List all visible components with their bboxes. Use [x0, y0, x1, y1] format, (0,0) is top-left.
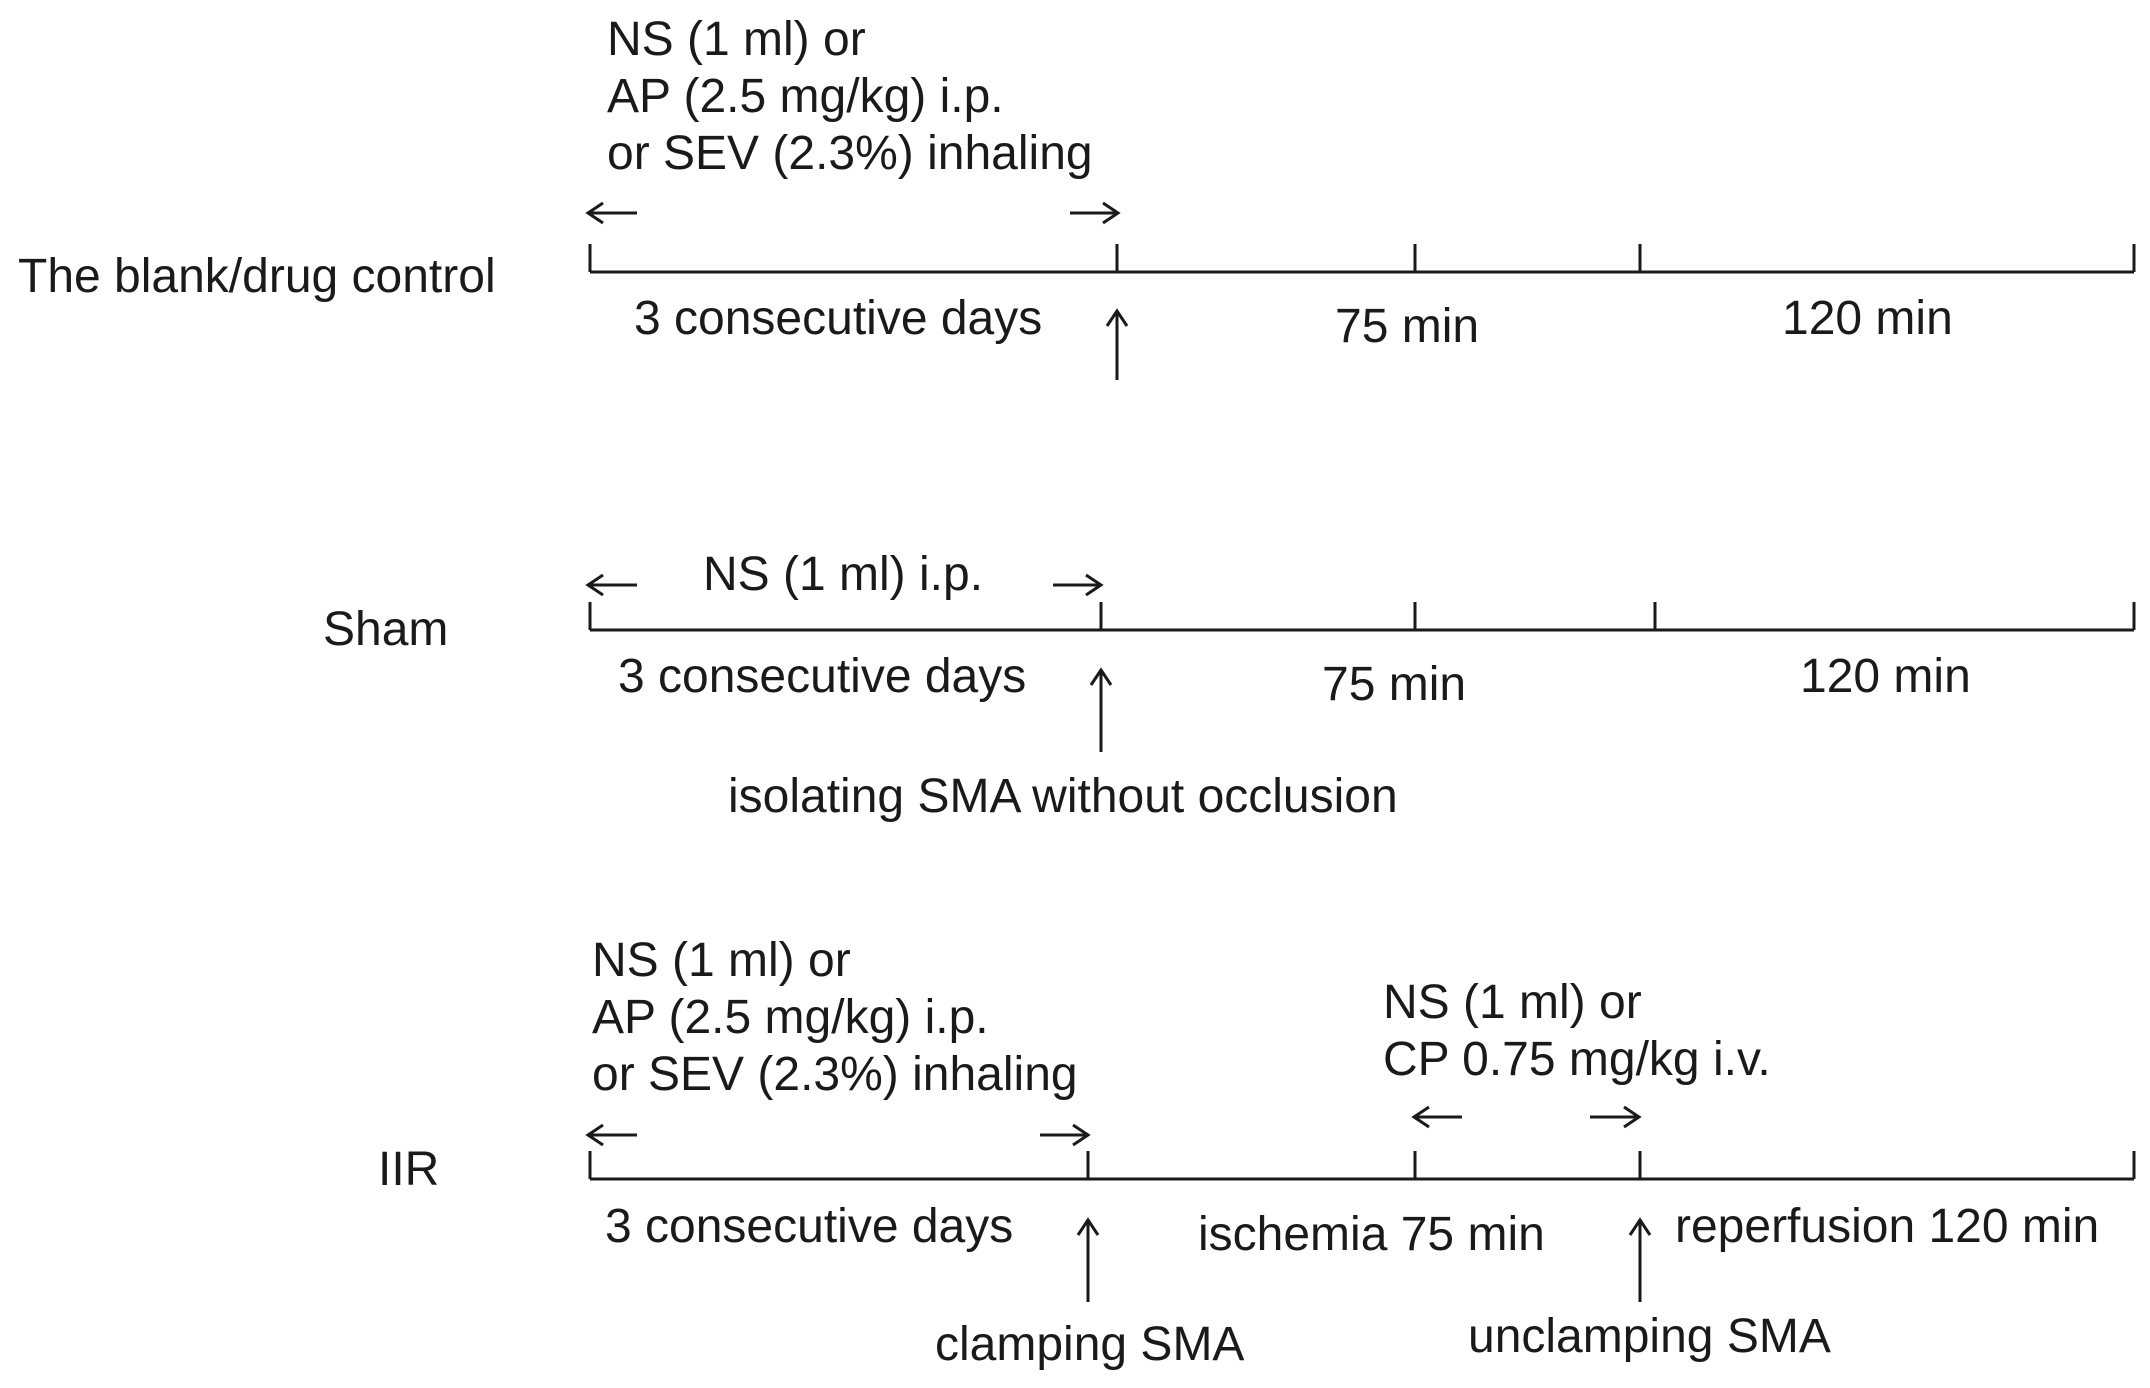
- iir-group-label: IIR: [378, 1143, 440, 1196]
- sham-group-label: Sham: [323, 603, 449, 656]
- iir-treatment-line-1: NS (1 ml) or: [592, 934, 851, 987]
- iir-phase-days: 3 consecutive days: [605, 1200, 1014, 1253]
- sham-group: [323, 548, 2134, 823]
- iir-treatment2-line-2: CP 0.75 mg/kg i.v.: [1383, 1033, 1771, 1086]
- sham-treatment-line-1: NS (1 ml) i.p.: [703, 548, 984, 601]
- iir-clamp-label: clamping SMA: [935, 1318, 1245, 1371]
- sham-event-label: isolating SMA without occlusion: [728, 770, 1398, 823]
- sham-phase-75min: 75 min: [1322, 658, 1467, 711]
- blank-event-arrow: [1107, 311, 1127, 380]
- blank-treatment-right-arrow: [1070, 203, 1118, 223]
- iir-treatment-right-arrow: [1040, 1125, 1088, 1145]
- sham-treatment-left-arrow: [588, 575, 637, 595]
- iir-phase-reperfusion: reperfusion 120 min: [1675, 1200, 2100, 1253]
- blank-treatment-left-arrow: [588, 203, 637, 223]
- iir-treatment-left-arrow: [588, 1125, 637, 1145]
- blank-group-label: The blank/drug control: [18, 250, 496, 303]
- blank-phase-days: 3 consecutive days: [634, 292, 1043, 345]
- iir-group: [378, 934, 2134, 1371]
- sham-timeline-axis: [590, 602, 2134, 630]
- iir-unclamp-label: unclamping SMA: [1468, 1310, 1831, 1363]
- sham-phase-days: 3 consecutive days: [618, 650, 1027, 703]
- iir-unclamp-arrow: [1630, 1220, 1650, 1302]
- blank-timeline-axis: [590, 244, 2134, 272]
- iir-treatment2-left-arrow: [1414, 1107, 1462, 1127]
- sham-phase-120min: 120 min: [1800, 650, 1971, 703]
- blank-treatment-line-1: NS (1 ml) or: [607, 13, 866, 66]
- iir-treatment-line-3: or SEV (2.3%) inhaling: [592, 1048, 1078, 1101]
- blank-treatment-line-3: or SEV (2.3%) inhaling: [607, 127, 1093, 180]
- sham-event-arrow: [1091, 670, 1111, 752]
- blank-phase-120min: 120 min: [1782, 292, 1953, 345]
- iir-treatment2-line-1: NS (1 ml) or: [1383, 976, 1642, 1029]
- iir-treatment2-right-arrow: [1590, 1107, 1639, 1127]
- iir-phase-ischemia: ischemia 75 min: [1198, 1208, 1545, 1261]
- iir-clamp-arrow: [1078, 1220, 1098, 1302]
- iir-treatment-line-2: AP (2.5 mg/kg) i.p.: [592, 991, 989, 1044]
- sham-treatment-right-arrow: [1053, 575, 1101, 595]
- blank-treatment-line-2: AP (2.5 mg/kg) i.p.: [607, 70, 1004, 123]
- blank-phase-75min: 75 min: [1335, 300, 1480, 353]
- blank-control-group: [18, 13, 2134, 380]
- iir-timeline-axis: [590, 1151, 2134, 1179]
